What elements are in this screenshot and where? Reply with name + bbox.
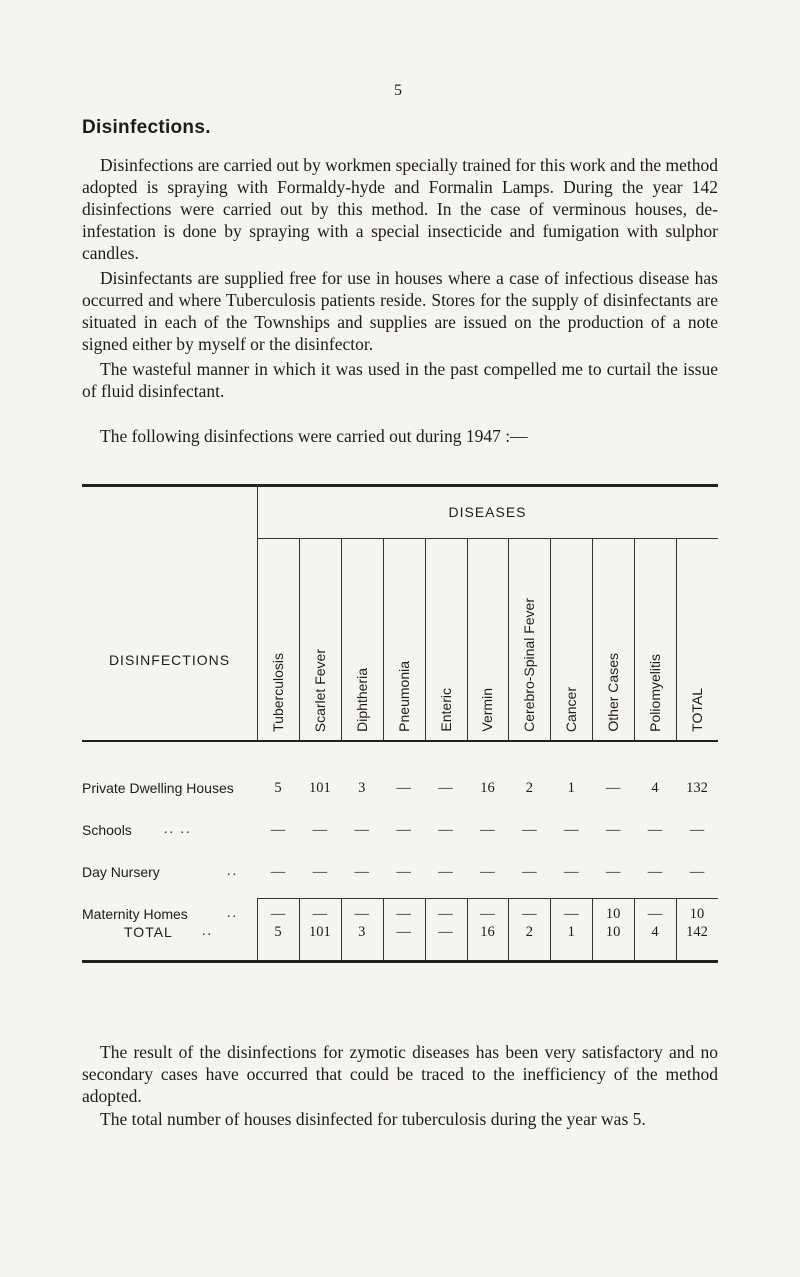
cell-total-cerebro-spinal-fever: 2 bbox=[525, 924, 533, 940]
table-bottom-rule bbox=[82, 960, 718, 963]
row-label-total: TOTAL bbox=[124, 924, 173, 940]
cell-total-scarlet-fever: 101 bbox=[308, 924, 331, 940]
cell-total-cancer: 1 bbox=[567, 924, 575, 940]
total-top-rule bbox=[257, 898, 718, 899]
cell-day-nursery-pneumonia: — bbox=[396, 864, 411, 880]
cell-schools-vermin: — bbox=[480, 822, 495, 838]
cell-total-tuberculosis: 5 bbox=[274, 924, 282, 940]
cell-day-nursery-enteric: — bbox=[438, 864, 453, 880]
cell-private-dwelling-houses-tuberculosis: 5 bbox=[274, 780, 282, 796]
header-bottom-rule bbox=[82, 740, 718, 742]
cell-total-vermin: 16 bbox=[480, 924, 495, 940]
cell-schools-total: — bbox=[689, 822, 705, 838]
column-header-poliomyelitis bbox=[634, 540, 676, 736]
cell-day-nursery-scarlet-fever: — bbox=[312, 864, 328, 880]
section-heading: Disinfections. bbox=[82, 117, 211, 138]
cell-schools-cerebro-spinal-fever: — bbox=[522, 822, 537, 838]
cell-day-nursery-vermin: — bbox=[480, 864, 495, 880]
cell-day-nursery-diphtheria: — bbox=[354, 864, 369, 880]
column-header-pneumonia bbox=[383, 540, 425, 736]
cell-schools-scarlet-fever: — bbox=[312, 822, 328, 838]
leader-dots: .. bbox=[227, 864, 238, 879]
cell-schools-pneumonia: — bbox=[396, 822, 411, 838]
column-header-diphtheria bbox=[341, 540, 383, 736]
column-header-label: Pneumonia bbox=[395, 661, 412, 732]
cell-total-diphtheria: 3 bbox=[358, 924, 366, 940]
cell-day-nursery-other-cases: — bbox=[605, 864, 621, 880]
column-header-vermin bbox=[467, 540, 509, 736]
table-top-rule bbox=[82, 484, 718, 487]
diseases-header: DISEASES bbox=[448, 504, 527, 520]
paragraph-methods: Disinfections are carried out by workmen specially trained for this work and the method adopted is spraying with Formaldy-hyde and Formalin Lamps. During the year 142 disinfections were carried out by this method. In the case of verminous houses, de-infestation is done by spraying with a special insecticide and fumigation with sulphor candles. bbox=[82, 155, 718, 263]
cell-maternity-homes-cerebro-spinal-fever: — bbox=[522, 906, 537, 922]
cell-private-dwelling-houses-scarlet-fever: 101 bbox=[308, 780, 331, 796]
diseases-underline bbox=[257, 538, 718, 539]
page-number: 5 bbox=[394, 82, 402, 99]
column-header-label: Scarlet Fever bbox=[311, 648, 328, 732]
cell-private-dwelling-houses-poliomyelitis: 4 bbox=[651, 780, 659, 796]
cell-day-nursery-poliomyelitis: — bbox=[647, 864, 663, 880]
cell-private-dwelling-houses-enteric: — bbox=[438, 780, 453, 796]
row-label-maternity-homes: Maternity Homes bbox=[82, 906, 188, 922]
column-header-label: Cancer bbox=[563, 686, 580, 732]
cell-total-total: 142 bbox=[686, 924, 708, 940]
cell-schools-cancer: — bbox=[563, 822, 579, 838]
cell-private-dwelling-houses-vermin: 16 bbox=[480, 780, 495, 796]
cell-maternity-homes-vermin: — bbox=[480, 906, 495, 922]
cell-total-other-cases: 10 bbox=[605, 924, 621, 940]
disinfections-table bbox=[82, 484, 718, 964]
column-header-label: Enteric bbox=[437, 688, 454, 732]
column-header-other-cases bbox=[592, 540, 634, 736]
cell-maternity-homes-other-cases: 10 bbox=[605, 906, 621, 922]
cell-maternity-homes-pneumonia: — bbox=[396, 906, 411, 922]
cell-private-dwelling-houses-diphtheria: 3 bbox=[358, 780, 366, 796]
cell-maternity-homes-scarlet-fever: — bbox=[312, 906, 328, 922]
column-header-cerebro-spinal-fever bbox=[508, 540, 550, 736]
paragraph-supply: Disinfectants are supplied free for use in houses where a case of infectious disease has occurred and where Tuberculosis patients reside. Stores for the supply of disinfectants are situated in each of the Townships and supplies are issued on the production of a note signed either by myself or the disinfector. bbox=[82, 268, 718, 354]
column-header-tuberculosis bbox=[257, 540, 299, 736]
cell-schools-tuberculosis: — bbox=[270, 822, 286, 838]
leader-dots: .. .. bbox=[164, 822, 192, 837]
cell-day-nursery-cerebro-spinal-fever: — bbox=[522, 864, 537, 880]
cell-total-enteric: — bbox=[438, 924, 453, 940]
cell-day-nursery-cancer: — bbox=[563, 864, 579, 880]
cell-private-dwelling-houses-pneumonia: — bbox=[396, 780, 411, 796]
cell-schools-poliomyelitis: — bbox=[647, 822, 663, 838]
cell-maternity-homes-tuberculosis: — bbox=[270, 906, 286, 922]
column-header-label: Cerebro-Spinal Fever bbox=[521, 598, 538, 732]
leader-dots: .. bbox=[202, 924, 213, 939]
disinfections-header: DISINFECTIONS bbox=[108, 652, 231, 668]
column-header-label: Diphtheria bbox=[353, 668, 370, 732]
cell-maternity-homes-cancer: — bbox=[563, 906, 579, 922]
cell-private-dwelling-houses-total: 132 bbox=[686, 780, 708, 796]
row-label-private-dwelling-houses: Private Dwelling Houses bbox=[82, 780, 234, 796]
cell-private-dwelling-houses-other-cases: — bbox=[605, 780, 621, 796]
column-header-total bbox=[676, 540, 718, 736]
cell-private-dwelling-houses-cerebro-spinal-fever: 2 bbox=[525, 780, 533, 796]
cell-day-nursery-tuberculosis: — bbox=[270, 864, 286, 880]
cell-total-poliomyelitis: 4 bbox=[651, 924, 659, 940]
cell-maternity-homes-poliomyelitis: — bbox=[647, 906, 663, 922]
paragraph-waste: The wasteful manner in which it was used in the past compelled me to curtail the issue of fluid disinfectant. bbox=[82, 359, 718, 401]
column-header-label: Poliomyelitis bbox=[647, 654, 664, 732]
column-header-label: Vermin bbox=[479, 688, 496, 732]
row-label-day-nursery: Day Nursery bbox=[82, 864, 160, 880]
cell-total-pneumonia: — bbox=[396, 924, 411, 940]
cell-private-dwelling-houses-cancer: 1 bbox=[567, 780, 575, 796]
leader-dots: .. bbox=[227, 906, 238, 921]
cell-maternity-homes-total: 10 bbox=[689, 906, 705, 922]
paragraph-intro-table: The following disinfections were carried out during 1947 :— bbox=[100, 426, 528, 446]
column-header-label: Tuberculosis bbox=[269, 653, 286, 732]
paragraph-result: The result of the disinfections for zymotic diseases has been very satisfactory and no secondary cases have occurred that could be traced to the inefficiency of the method adopted. bbox=[82, 1042, 718, 1106]
column-header-label: TOTAL bbox=[688, 688, 705, 732]
cell-day-nursery-total: — bbox=[689, 864, 705, 880]
paragraph-tuberculosis: The total number of houses disinfected for tuberculosis during the year was 5. bbox=[100, 1109, 646, 1129]
cell-maternity-homes-enteric: — bbox=[438, 906, 453, 922]
cell-schools-diphtheria: — bbox=[354, 822, 369, 838]
column-header-enteric bbox=[425, 540, 467, 736]
column-header-label: Other Cases bbox=[605, 653, 622, 732]
row-label-schools: Schools bbox=[82, 822, 132, 838]
cell-maternity-homes-diphtheria: — bbox=[354, 906, 369, 922]
cell-schools-other-cases: — bbox=[605, 822, 621, 838]
column-header-scarlet-fever bbox=[299, 540, 341, 736]
cell-schools-enteric: — bbox=[438, 822, 453, 838]
column-header-cancer bbox=[550, 540, 592, 736]
